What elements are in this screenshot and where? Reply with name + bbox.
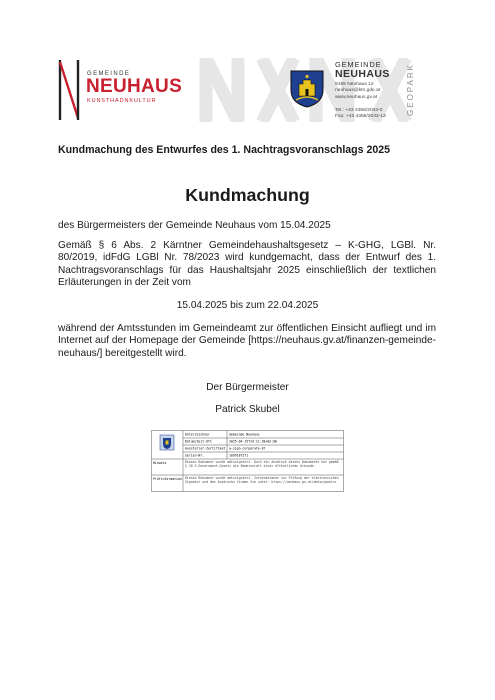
sig-value-signer: Gemeinde Neuhaus [229, 432, 260, 437]
sig-value-pruefinfo: Dieses Dokument wurde amtssigniert. Informationen zur Prüfung der elektronischen Signatur und des Ausdrucks finden Sie unter: https://neuhaus.gv.at/amtssignatur [185, 476, 339, 485]
logo-label: GEMEINDE [87, 71, 131, 77]
document-heading: Kundmachung des Entwurfes des 1. Nachtragsvoranschlags 2025 [58, 144, 391, 156]
address-line: 9155 Neuhaus 12 [335, 82, 374, 87]
sig-value-datetime: 2025-04-15T14:11:38+02:00 [229, 439, 277, 444]
signer-name: Patrick Skubel [215, 404, 280, 415]
coat-of-arms-icon [290, 70, 324, 108]
sig-label-hinweis: Hinweis [153, 461, 167, 465]
letterhead [56, 56, 418, 124]
address-website[interactable]: www.neuhaus.gv.at [335, 94, 378, 100]
sig-label-pruefinfo: Prüfinformation [153, 477, 182, 481]
contact-block [335, 108, 386, 121]
sig-value-serial: 1099187271 [229, 453, 249, 458]
second-paragraph: während der Amtsstunden im Gemeindeamt zur öffentlichen Einsicht aufliegt und im Internet auf der Homepage der Gemeinde [https://neuhaus.gv.at/finanzen-gemeinde-neuhaus/] bereitgestellt wird. [58, 323, 437, 359]
address-label: GEMEINDE [335, 60, 382, 69]
address-block [335, 82, 380, 101]
date-range: 15.04.2025 bis zum 22.04.2025 [176, 300, 319, 311]
document-title: Kundmachung [185, 185, 310, 205]
sig-label-signer: Unterzeichner [185, 432, 210, 437]
address-name: NEUHAUS [335, 68, 390, 80]
sig-value-certificate: a-sign-corporate-07 [229, 446, 266, 451]
signature-seal-icon [160, 435, 174, 450]
logo-brand-name: NEUHAUS [86, 76, 183, 97]
sig-value-hinweis: Dieses Dokument wurde amtssigniert. Auch ein Ausdruck dieses Dokuments hat gemäß § 20 E-Government-Gesetz die Beweiskraft einer öffentlichen Urkunde. [185, 460, 339, 469]
geopark-label: GEOPARK [406, 63, 415, 116]
signer-title: Der Bürgermeister [206, 382, 289, 393]
fax-number: Fax: +43 4356/2043-13 [335, 114, 386, 120]
signature-block [151, 430, 344, 492]
main-paragraph: Gemäß § 6 Abs. 2 Kärntner Gemeindehaushaltsgesetz – K-GHG, LGBl. Nr. 80/2019, idFdG LGBl Nr. 78/2023 wird kundgemacht, dass der Entwurf des 1. Nachtragsvoranschlags für das Haushaltsjahr 2025 einschließlich der textlichen Erläuterungen in der Zeit vom [58, 240, 436, 288]
phone-number: Tel.: +43 4356/2043-0 [335, 108, 383, 113]
logo-tagline: KUNSTHADNKULTUR [87, 98, 157, 104]
address-email[interactable]: neuhaus@ktn.gde.at [335, 88, 381, 94]
sig-label-certificate: Aussteller-Zertifikat [185, 446, 226, 451]
sig-label-datetime: Datum/Zeit-UTC [185, 439, 212, 444]
sig-label-serial: Serien-Nr. [185, 453, 205, 458]
neuhaus-logo-icon [56, 60, 82, 120]
intro-line: des Bürgermeisters der Gemeinde Neuhaus vom 15.04.2025 [58, 220, 331, 231]
